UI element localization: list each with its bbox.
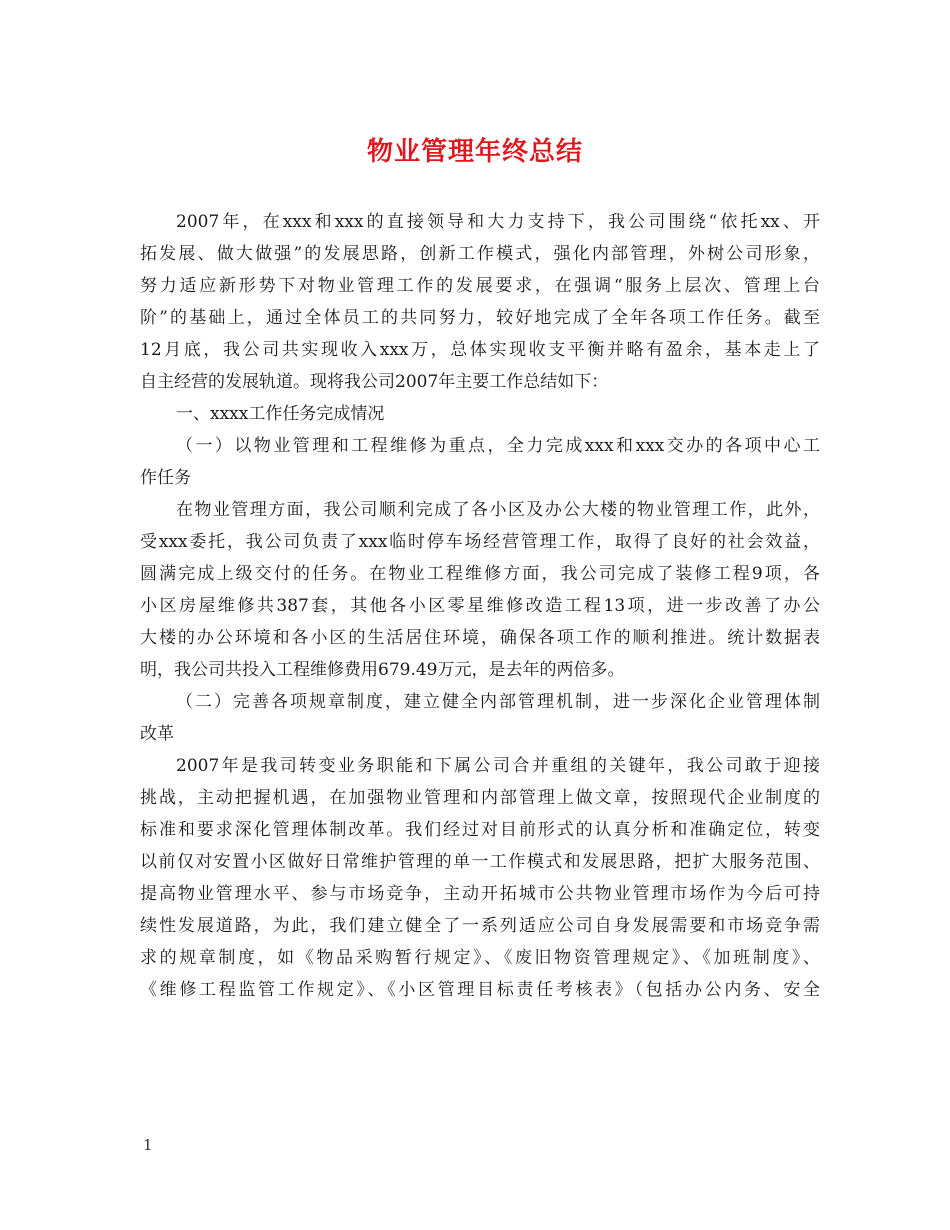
subsection-heading-continued: 作任务 (140, 468, 191, 488)
subsection-heading-continued: 改革 (140, 724, 174, 744)
text-line: 标准和要求深化管理体制改革。我们经过对目前形式的认真分析和准确定位，转变 (140, 820, 820, 840)
text-line: 以前仅对安置小区做好日常维护管理的单一工作模式和发展思路，把扩大服务范围、 (140, 852, 820, 872)
document-title: 物业管理年终总结 (366, 137, 583, 167)
text-line: 阶”的基础上，通过全体员工的共同努力，较好地完成了全年各项工作任务。截至 (140, 308, 820, 328)
text-line: 圆满完成上级交付的任务。在物业工程维修方面，我公司完成了装修工程9项，各 (140, 564, 820, 584)
text-line: 求的规章制度，如《物品采购暂行规定》、《废旧物资管理规定》、《加班制度》、 (140, 948, 820, 968)
text-line: 自主经营的发展轨道。现将我公司2007年主要工作总结如下： (140, 372, 609, 392)
text-line: 在物业管理方面，我公司顺利完成了各小区及办公大楼的物业管理工作，此外， (176, 500, 820, 520)
text-line: 2007年，在xxx和xxx的直接领导和大力支持下，我公司围绕“依托xx、开 (176, 212, 820, 232)
subsection-heading: （二）完善各项规章制度，建立健全内部管理机制，进一步深化企业管理体制 (176, 692, 820, 712)
text-line: 挑战，主动把握机遇，在加强物业管理和内部管理上做文章，按照现代企业制度的 (140, 788, 820, 808)
subsection-heading: （一）以物业管理和工程维修为重点，全力完成xxx和xxx交办的各项中心工 (176, 436, 820, 456)
text-line: 提高物业管理水平、参与市场竞争，主动开拓城市公共物业管理市场作为今后可持 (140, 884, 820, 904)
document-body (140, 206, 820, 1006)
text-line: 受xxx委托，我公司负责了xxx临时停车场经营管理工作，取得了良好的社会效益， (140, 532, 820, 552)
text-line: 大楼的办公环境和各小区的生活居住环境，确保各项工作的顺利推进。统计数据表 (140, 628, 820, 648)
text-line: 明，我公司共投入工程维修费用679.49万元，是去年的两倍多。 (140, 660, 625, 680)
page-number: 1 (143, 1136, 153, 1154)
text-line: 2007年是我司转变业务职能和下属公司合并重组的关键年，我公司敢于迎接 (176, 756, 820, 776)
text-line: 小区房屋维修共387套，其他各小区零星维修改造工程13项，进一步改善了办公 (140, 596, 820, 616)
text-line: 拓发展、做大做强”的发展思路，创新工作模式，强化内部管理，外树公司形象， (140, 244, 820, 264)
section-heading: 一、xxxx工作任务完成情况 (176, 404, 385, 424)
text-line: 努力适应新形势下对物业管理工作的发展要求，在强调“服务上层次、管理上台 (140, 276, 820, 296)
text-line: 12月底，我公司共实现收入xxx万，总体实现收支平衡并略有盈余，基本走上了 (140, 340, 820, 360)
text-line: 续性发展道路，为此，我们建立健全了一系列适应公司自身发展需要和市场竞争需 (140, 916, 820, 936)
text-line: 《维修工程监管工作规定》、《小区管理目标责任考核表》（包括办公内务、安全 (140, 980, 820, 1000)
